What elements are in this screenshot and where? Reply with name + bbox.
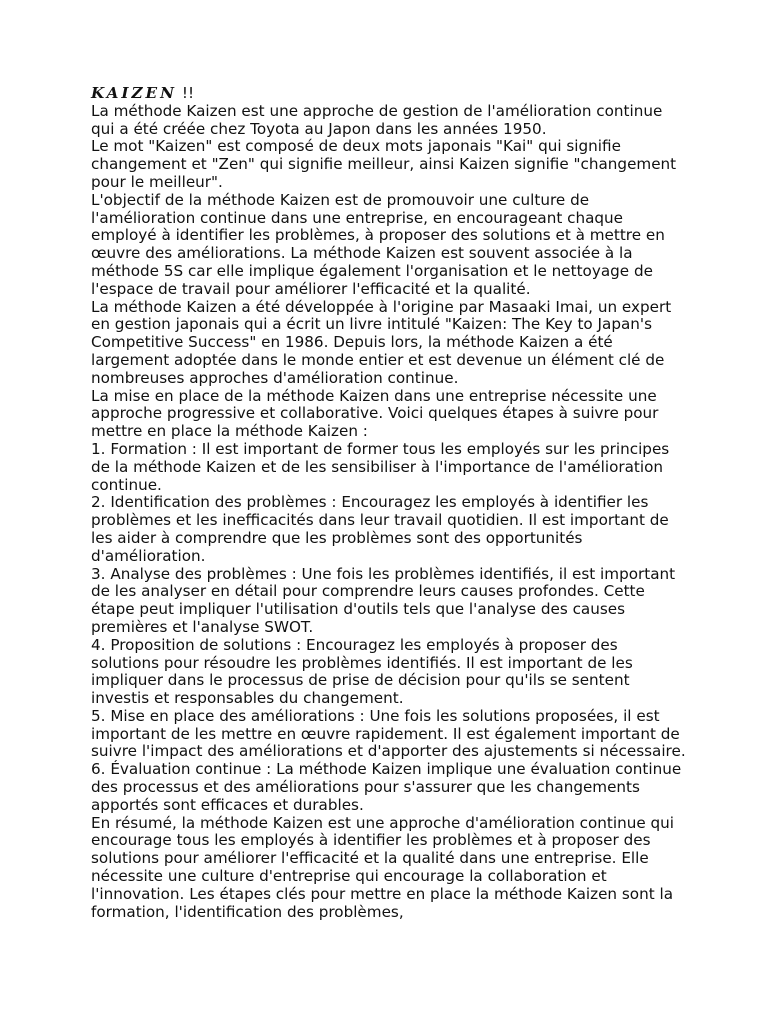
title-suffix: !! <box>177 84 195 102</box>
paragraph-history: La méthode Kaizen a été développée à l'origine par Masaaki Imai, un expert en gestion japonais qui a écrit un livre intitulé "Kaizen: The Key to Japan's Competitive Success" en 1986. Depuis lors, la méthode Kaizen a été largement adoptée dans le monde entier et est devenue un élément clé de nombreuses approches d'amélioration continue. <box>91 297 672 387</box>
step-identification: 2. Identification des problèmes : Encouragez les employés à identifier les problèmes et les inefficacités dans leur travail quotidien. Il est important de les aider à comprendre que les problèmes sont des opportunités d'amélioration. <box>91 493 669 565</box>
paragraph-implementation: La mise en place de la méthode Kaizen dans une entreprise nécessite une approche progressive et collaborative. Voici quelques étapes à suivre pour mettre en place la méthode Kaizen : <box>91 386 659 441</box>
paragraph-intro: La méthode Kaizen est une approche de gestion de l'amélioration continue qui a été créée chez Toyota au Japon dans les années 1950. <box>91 101 663 138</box>
document-page <box>91 85 686 921</box>
step-proposition: 4. Proposition de solutions : Encouragez les employés à proposer des solutions pour résoudre les problèmes identifiés. Il est important de les impliquer dans le processus de prise de décision pour qu'ils se sentent investis et responsables du changement. <box>91 635 633 708</box>
step-analyse: 3. Analyse des problèmes : Une fois les problèmes identifiés, il est important de les analyser en détail pour comprendre leurs causes profondes. Cette étape peut impliquer l'utilisation d'outils tels que l'analyse des causes premières et l'analyse SWOT. <box>91 564 676 636</box>
title-word: KAIZEN <box>91 84 178 102</box>
step-formation: 1. Formation : Il est important de former tous les employés sur les principes de la méthode Kaizen et de les sensibiliser à l'importance de l'amélioration continue. <box>91 439 670 494</box>
step-mise-en-place: 5. Mise en place des améliorations : Une fois les solutions proposées, il est important de les mettre en œuvre rapidement. Il est également important de suivre l'impact des améliorations et d'apporter des ajustements si nécessaire. <box>91 706 686 761</box>
step-evaluation: 6. Évaluation continue : La méthode Kaizen implique une évaluation continue des processus et des améliorations pour s'assurer que les changements apportés sont efficaces et durables. <box>91 760 682 814</box>
paragraph-summary: En résumé, la méthode Kaizen est une approche d'amélioration continue qui encourage tous les employés à identifier les problèmes et à proposer des solutions pour améliorer l'efficacité et la qualité dans une entreprise. Elle nécessite une culture d'entreprise qui encourage la collaboration et l'innovation. Les étapes clés pour mettre en place la méthode Kaizen sont la formation, l'identification des problèmes, <box>91 813 675 921</box>
paragraph-objective: L'objectif de la méthode Kaizen est de promouvoir une culture de l'amélioration continue dans une entreprise, en encourageant chaque employé à identifier les problèmes, à proposer des solutions et à mettre en œuvre des améliorations. La méthode Kaizen est souvent associée à la méthode 5S car elle implique également l'organisation et le nettoyage de l'espace de travail pour améliorer l'efficacité et la qualité. <box>91 190 665 298</box>
document-title <box>91 85 686 103</box>
paragraph-meaning: Le mot "Kaizen" est composé de deux mots japonais "Kai" qui signifie changement et "Zen" qui signifie meilleur, ainsi Kaizen signifie "changement pour le meilleur". <box>91 137 677 191</box>
